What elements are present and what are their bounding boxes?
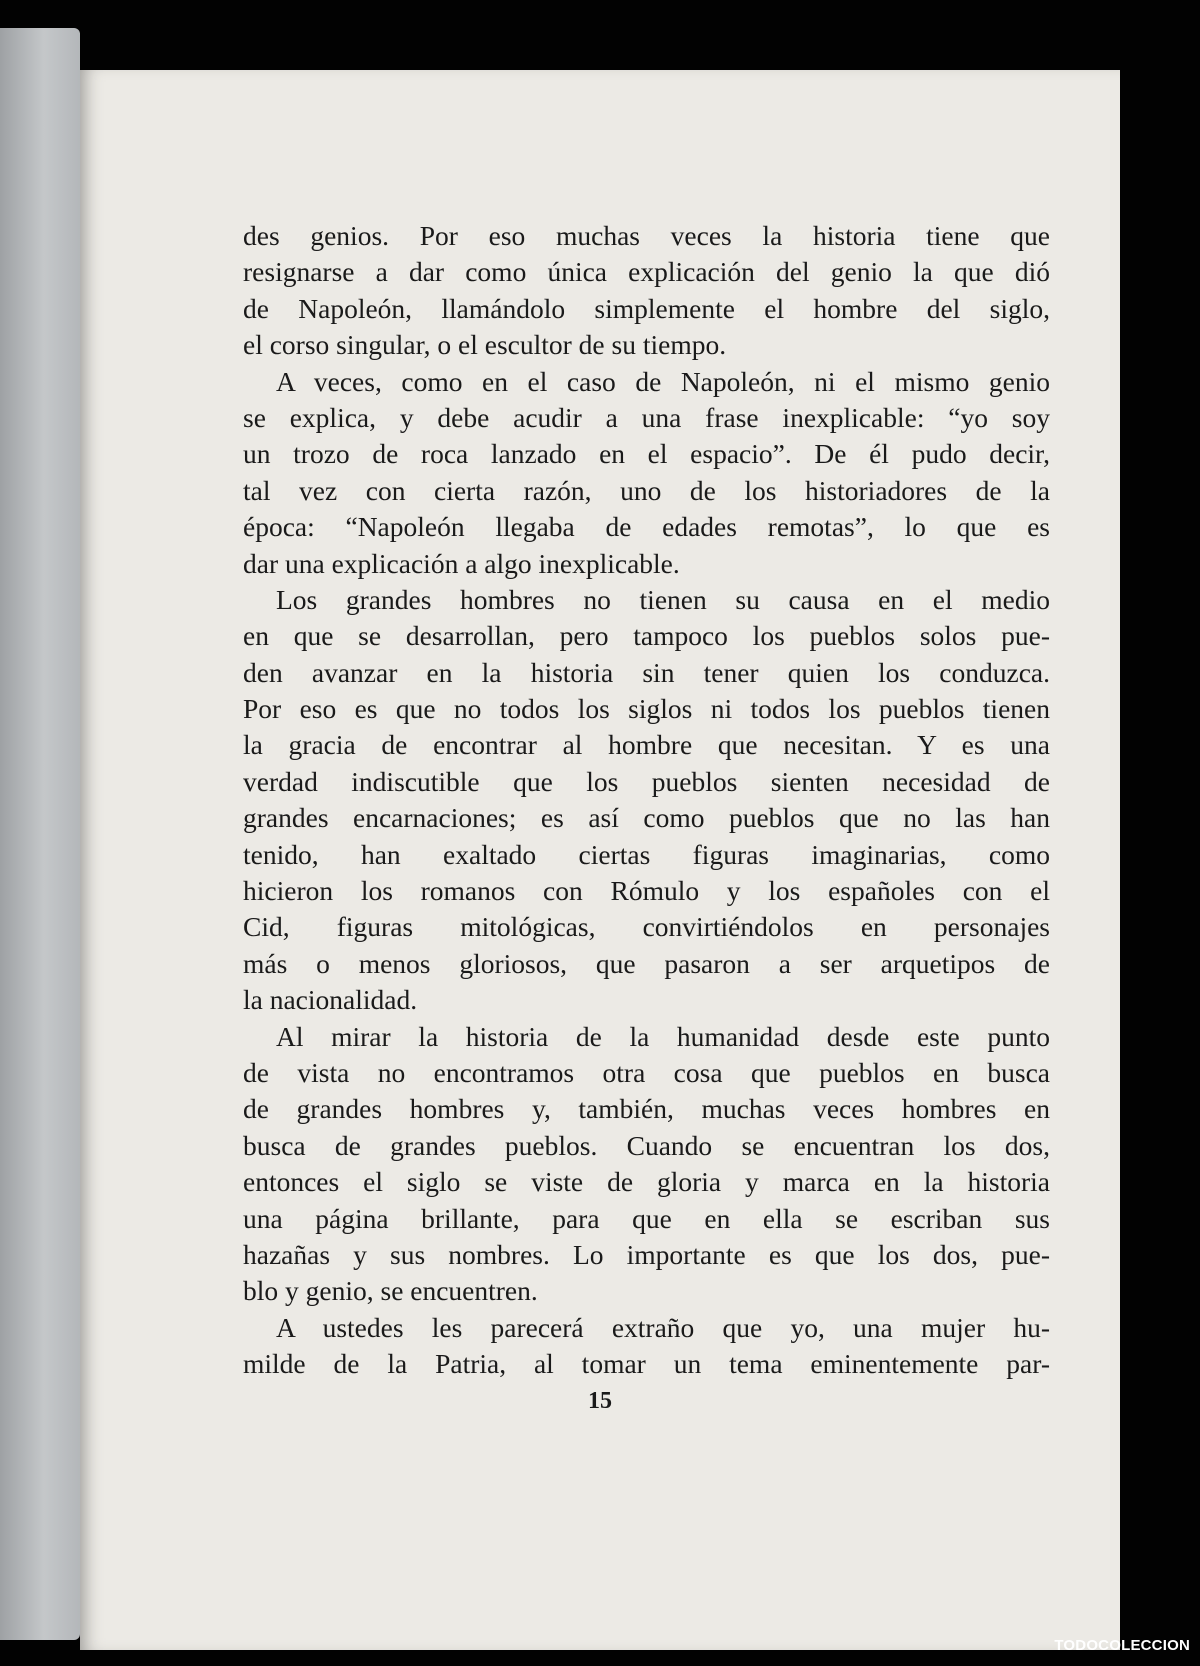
text-line: época: “Napoleón llegaba de edades remotas”, lo que es xyxy=(243,511,1050,543)
text-line: la gracia de encontrar al hombre que necesitan. Y es una xyxy=(243,729,1050,761)
text-line: de vista no encontramos otra cosa que pueblos en busca xyxy=(243,1056,1050,1088)
text-line: busca de grandes pueblos. Cuando se encuentran los dos, xyxy=(243,1129,1050,1161)
text-line: Cid, figuras mitológicas, convirtiéndolos en personajes xyxy=(243,911,1050,943)
text-line: milde de la Patria, al tomar un tema eminentemente par- xyxy=(243,1348,1050,1380)
text-line: un trozo de roca lanzado en el espacio”. De él pudo decir, xyxy=(243,438,1050,470)
text-line: se explica, y debe acudir a una frase inexplicable: “yo soy xyxy=(243,401,1050,433)
text-line: Al mirar la historia de la humanidad desde este punto xyxy=(276,1020,1050,1052)
text-line: el corso singular, o el escultor de su tiempo. xyxy=(243,329,727,361)
text-line: verdad indiscutible que los pueblos sienten necesidad de xyxy=(243,765,1050,797)
text-line: blo y genio, se encuentren. xyxy=(243,1275,538,1307)
text-line: Los grandes hombres no tienen su causa en el medio xyxy=(276,583,1050,615)
page-number: 15 xyxy=(588,1388,612,1414)
text-line: grandes encarnaciones; es así como pueblos que no las han xyxy=(243,802,1050,834)
text-line: una página brillante, para que en ella se escriban sus xyxy=(243,1202,1050,1234)
text-line: la nacionalidad. xyxy=(243,984,418,1016)
previous-page-edge xyxy=(0,28,80,1640)
text-line: Por eso es que no todos los siglos ni todos los pueblos tienen xyxy=(243,693,1050,725)
text-line: den avanzar en la historia sin tener quien los conduzca. xyxy=(243,656,1050,688)
text-line: A ustedes les parecerá extraño que yo, una mujer hu- xyxy=(276,1311,1050,1343)
book-page xyxy=(80,70,1120,1650)
text-line: hazañas y sus nombres. Lo importante es que los dos, pue- xyxy=(243,1238,1050,1270)
text-line: resignarse a dar como única explicación del genio la que dió xyxy=(243,256,1050,288)
text-line: hicieron los romanos con Rómulo y los españoles con el xyxy=(243,875,1050,907)
watermark: TODOCOLECCION xyxy=(1054,1637,1190,1654)
text-line: entonces el siglo se viste de gloria y marca en la historia xyxy=(243,1166,1050,1198)
text-line: de Napoleón, llamándolo simplemente el hombre del siglo, xyxy=(243,292,1050,324)
text-line: dar una explicación a algo inexplicable. xyxy=(243,547,680,579)
body-text xyxy=(243,218,1050,1383)
text-line: des genios. Por eso muchas veces la historia tiene que xyxy=(243,220,1050,251)
text-line: tal vez con cierta razón, uno de los historiadores de la xyxy=(243,474,1050,506)
text-line: A veces, como en el caso de Napoleón, ni el mismo genio xyxy=(276,365,1050,397)
text-line: tenido, han exaltado ciertas figuras imaginarias, como xyxy=(243,838,1050,870)
text-line: de grandes hombres y, también, muchas veces hombres en xyxy=(243,1093,1050,1125)
text-line: en que se desarrollan, pero tampoco los pueblos solos pue- xyxy=(243,620,1050,652)
text-line: más o menos gloriosos, que pasaron a ser arquetipos de xyxy=(243,947,1050,979)
